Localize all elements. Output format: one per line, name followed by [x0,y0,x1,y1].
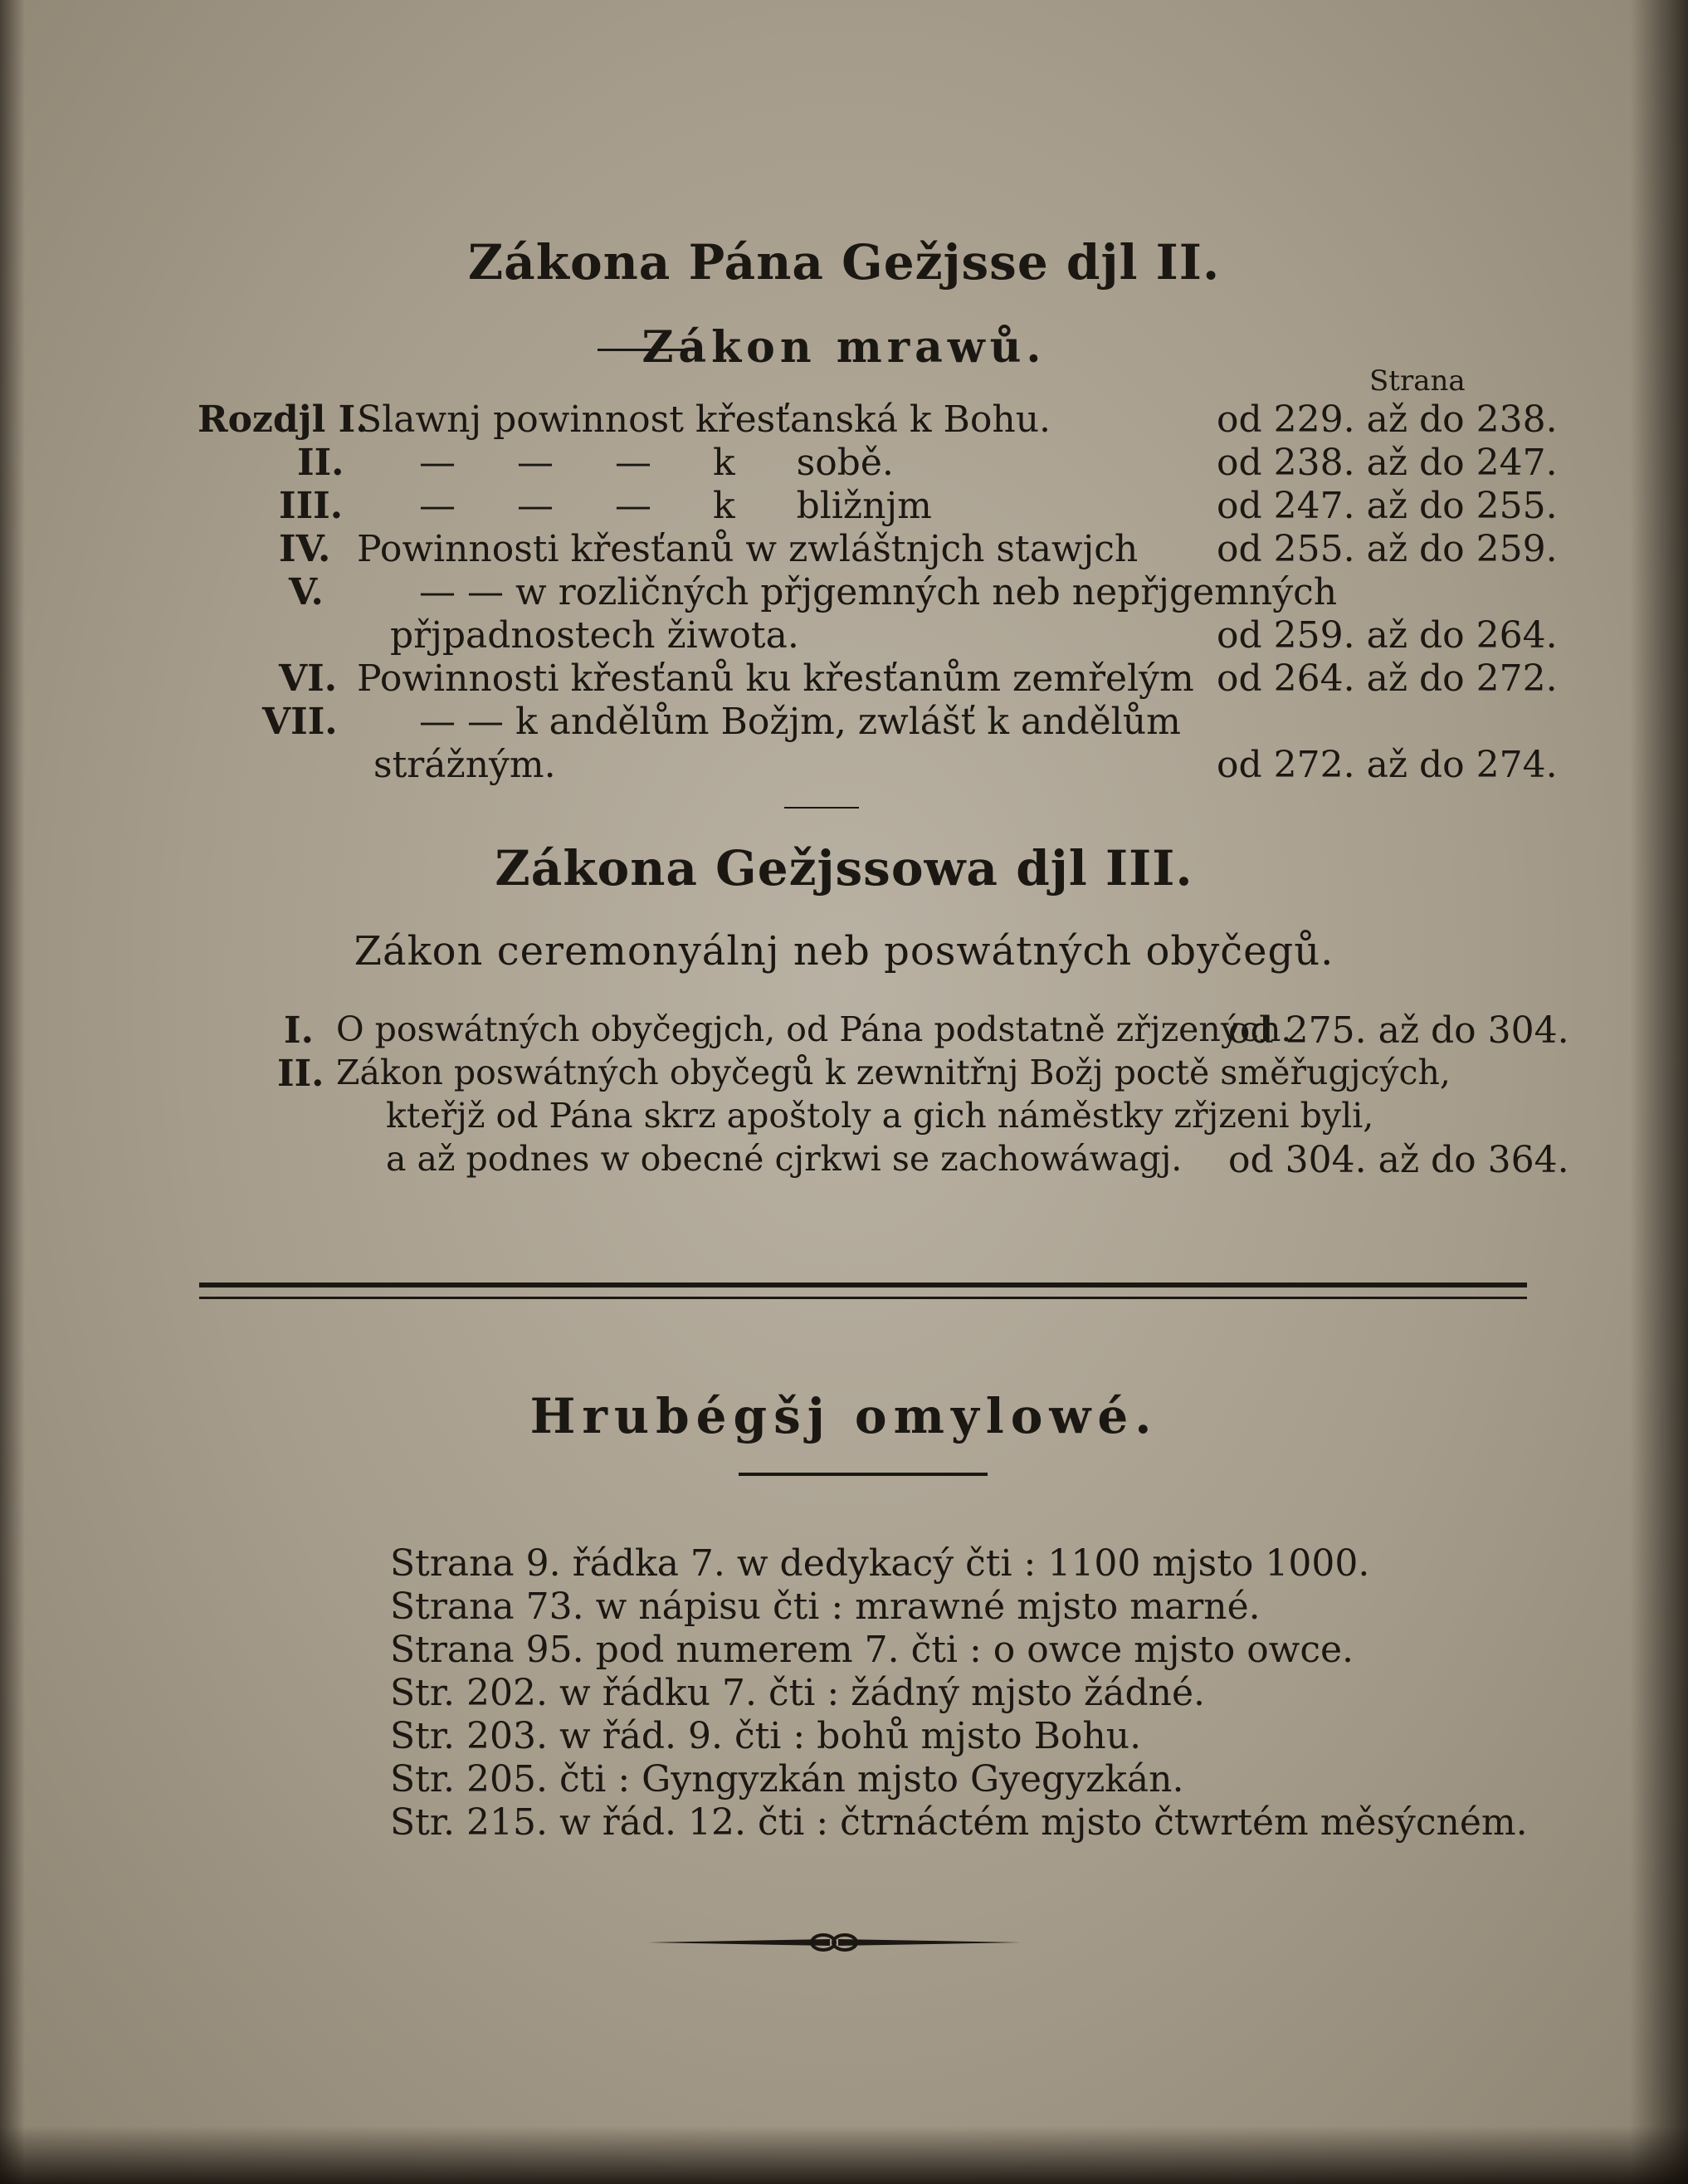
chapter-title: Slawnj powinnost křesťanská k Bohu. [357,398,1051,441]
page-range: od 264. až do 272. [1217,657,1558,700]
page-range: od 275. až do 304. [1228,1009,1569,1052]
chapter-title: strážným. [373,744,556,786]
errata-title: Hrubégšj omylowé. [529,1388,1159,1444]
part-2-title: Zákona Pána Gežjsse djl II. [467,234,1221,291]
chapter-title: Powinnosti křesťanů ku křesťanům zemřelým [357,657,1194,700]
chapter-title: Zákon poswátných obyčegů k zewnitřnj Božj poctě směřugjcých, [336,1053,1451,1092]
chapter-title: — — — k sobě. [419,442,894,484]
chapter-title: O poswátných obyčegjch, od Pána podstatně zřjzených. [336,1009,1292,1049]
chapter-number: III. [279,485,344,527]
errata-item: Str. 202. w řádku 7. čti : žádný mjsto žádné. [390,1672,1205,1714]
page-range: od 304. až do 364. [1228,1139,1569,1181]
errata-item: Strana 73. w nápisu čti : mrawné mjsto marné. [390,1585,1261,1628]
double-rule-top [199,1283,1527,1287]
part-3-subtitle: Zákon ceremonyálnj neb poswátných obyčegů. [354,928,1334,975]
section-separator [784,807,859,809]
chapter-number: II. [297,442,344,484]
chapter-title: — — — k bližnjm [419,485,932,527]
page-range: od 259. až do 264. [1217,614,1558,657]
page-column-label: Strana [1369,364,1466,398]
chapter-title: Powinnosti křesťanů w zwláštnjch stawjch [357,528,1139,570]
chapter-number: IV. [279,528,331,570]
page-range: od 247. až do 255. [1217,485,1558,527]
chapter-title: — — w rozličných přjgemných neb nepřjgemných [419,571,1338,613]
chapter-title: — — k andělům Božjm, zwlášť k andělům [419,701,1181,743]
chapter-number: Rozdjl I. [198,398,368,441]
part-2-subtitle: Zákon mrawů. [642,322,1046,373]
page-range: od 229. až do 238. [1217,398,1558,441]
errata-item: Str. 203. w řád. 9. čti : bohů mjsto Bohu. [390,1715,1142,1757]
errata-item: Strana 9. řádka 7. w dedykacý čti : 1100 mjsto 1000. [390,1542,1370,1585]
chapter-title: a až podnes w obecné cjrkwi se zachowáwagj. [386,1139,1183,1179]
chapter-title: kteřjž od Pána skrz apoštoly a gich náměstky zřjzeni byli, [386,1096,1374,1136]
chapter-number: I. [284,1009,314,1052]
chapter-number: VI. [279,657,338,700]
chapter-number: II. [277,1053,324,1095]
double-rule-bottom [199,1297,1527,1299]
errata-item: Strana 95. pod numerem 7. čti : o owce mjsto owce. [390,1629,1354,1671]
chapter-title: přjpadnostech žiwota. [390,614,799,657]
chapter-number: V. [289,571,324,613]
errata-item: Str. 215. w řád. 12. čti : čtrnáctém mjsto čtwrtém měsýcném. [390,1801,1528,1844]
page-range: od 272. až do 274. [1217,744,1558,786]
errata-item: Str. 205. čti : Gyngyzkán mjsto Gyegyzkán. [390,1758,1184,1800]
page-range: od 255. až do 259. [1217,528,1558,570]
ornament-rule [647,1932,1021,1952]
errata-underline [739,1473,988,1476]
page-range: od 238. až do 247. [1217,442,1558,484]
part-3-title: Zákona Gežjssowa djl III. [495,840,1193,897]
chapter-number: VII. [262,701,338,743]
page-bottom-shadow [0,2126,1688,2184]
